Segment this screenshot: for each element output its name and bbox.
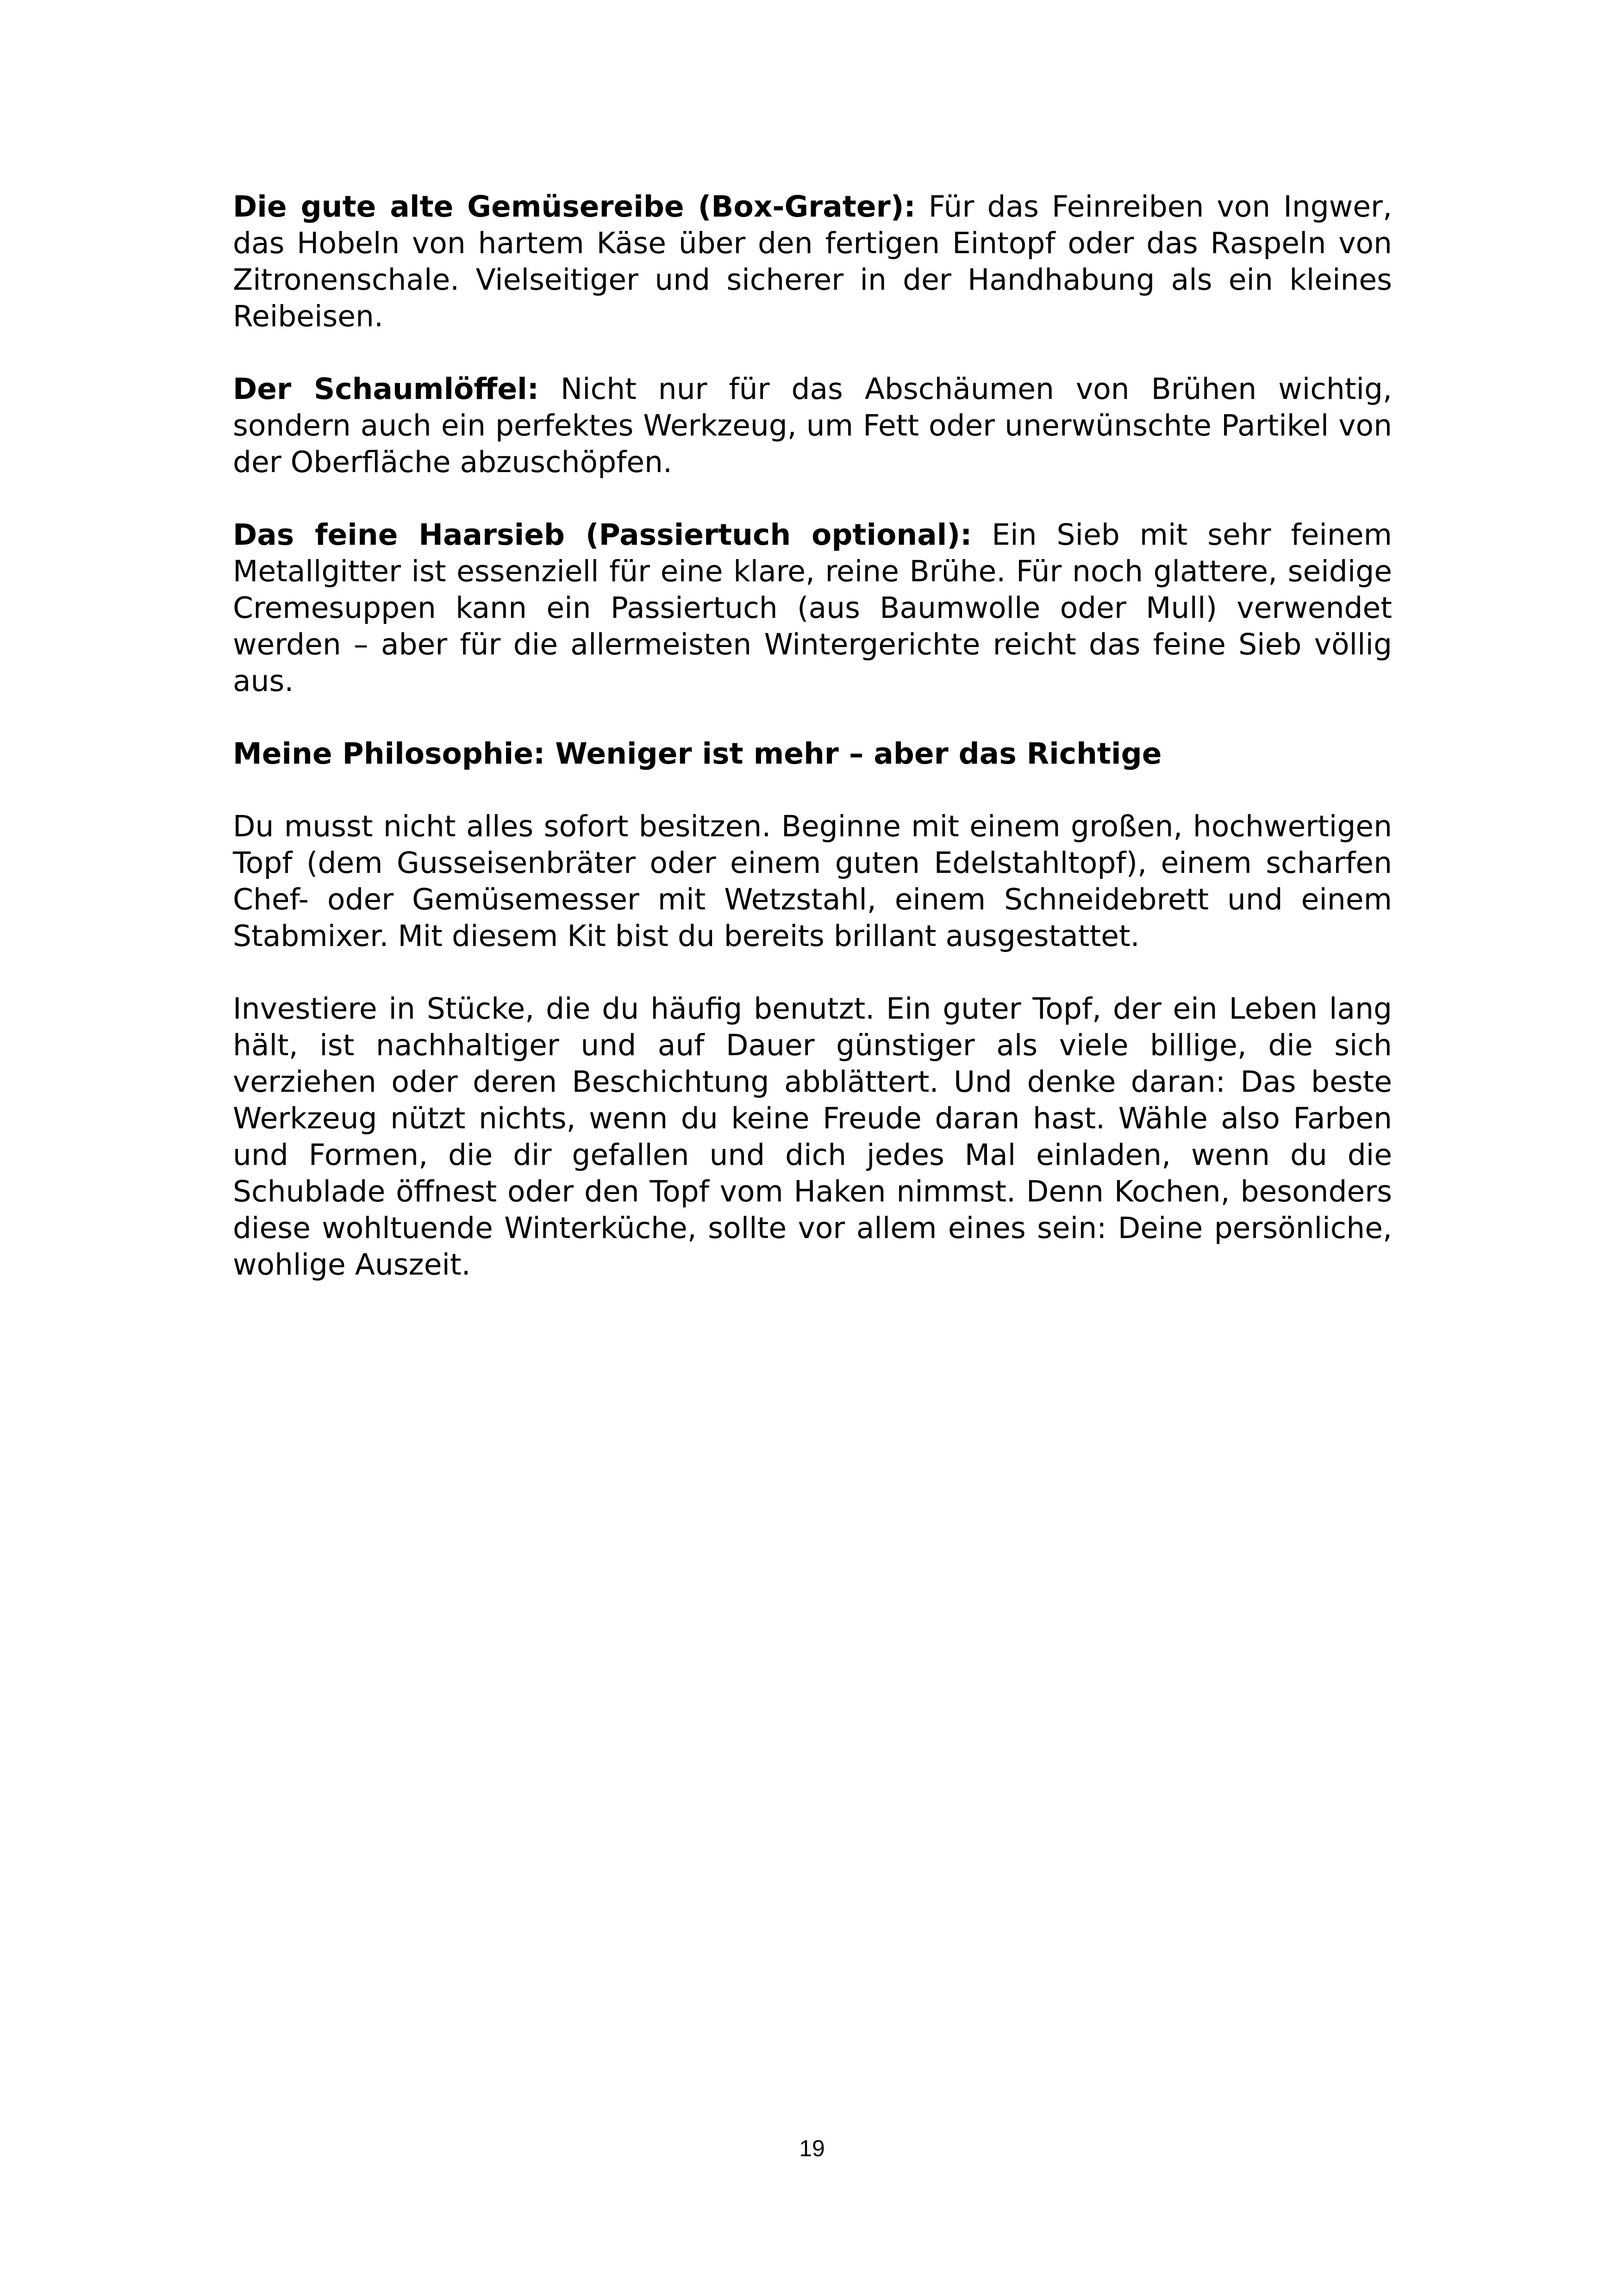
tool-entry-title: Das feine Haarsieb (Passiertuch optional): — [233, 518, 972, 552]
tool-entry-text: Nicht nur für das Abschäumen von Brühen wichtig, sondern auch ein perfektes Werkzeug, um Fett oder unerwünschte Partikel von der Oberfläche abzuschöpfen. — [233, 372, 1393, 479]
body-paragraph: Investiere in Stücke, die du häufig benutzt. Ein guter Topf, der ein Leben lang hält, ist nachhaltiger und auf Dauer günstiger als viele billige, die sich verziehen oder deren Beschichtung abblättert. Und denke daran: Das beste Werkzeug nützt nichts, wenn du keine Freude daran hast. Wähle also Farben und Formen, die dir gefallen und dich jedes Mal einladen, wenn du die Schublade öffnest oder den Topf vom Haken nimmst. Denn Kochen, besonders diese wohltuende Winterküche, sollte vor allem eines sein: Deine persönliche, wohlige Auszeit. — [233, 992, 1392, 1282]
tool-entry-title: Der Schaumlöffel: — [233, 372, 539, 406]
section-heading: Meine Philosophie: Weniger ist mehr – aber das Richtige — [233, 737, 1162, 771]
tool-entry-box-grater — [233, 188, 1392, 335]
page-content — [233, 188, 1392, 1319]
tool-entry-skimmer — [233, 371, 1392, 480]
tool-entry-text: Für das Feinreiben von Ingwer, das Hobeln von hartem Käse über den fertigen Eintopf oder das Raspeln von Zitronenschale. Vielseitiger und sicherer in der Handhabung als ein kleines Reibeisen. — [233, 190, 1392, 333]
tool-entry-fine-sieve — [233, 516, 1392, 699]
body-paragraph: Du musst nicht alles sofort besitzen. Beginne mit einem großen, hochwertigen Topf (dem Gusseisenbräter oder einem guten Edelstahltopf), einem scharfen Chef- oder Gemüsemesser mit Wetzstahl, einem Schneidebrett und einem Stabmixer. Mit diesem Kit bist du bereits brillant ausgestattet. — [233, 809, 1392, 953]
tool-entry-title: Die gute alte Gemüsereibe (Box-Grater): — [233, 190, 916, 224]
page-number: 19 — [799, 2135, 825, 2161]
tool-entry-text: Ein Sieb mit sehr feinem Metallgitter ist essenziell für eine klare, reine Brühe. Für noch glattere, seidige Cremesuppen kann ein Passiertuch (aus Baumwolle oder Mull) verwendet werden – aber für die allermeisten Wintergerichte reicht das feine Sieb völlig aus. — [233, 518, 1392, 698]
